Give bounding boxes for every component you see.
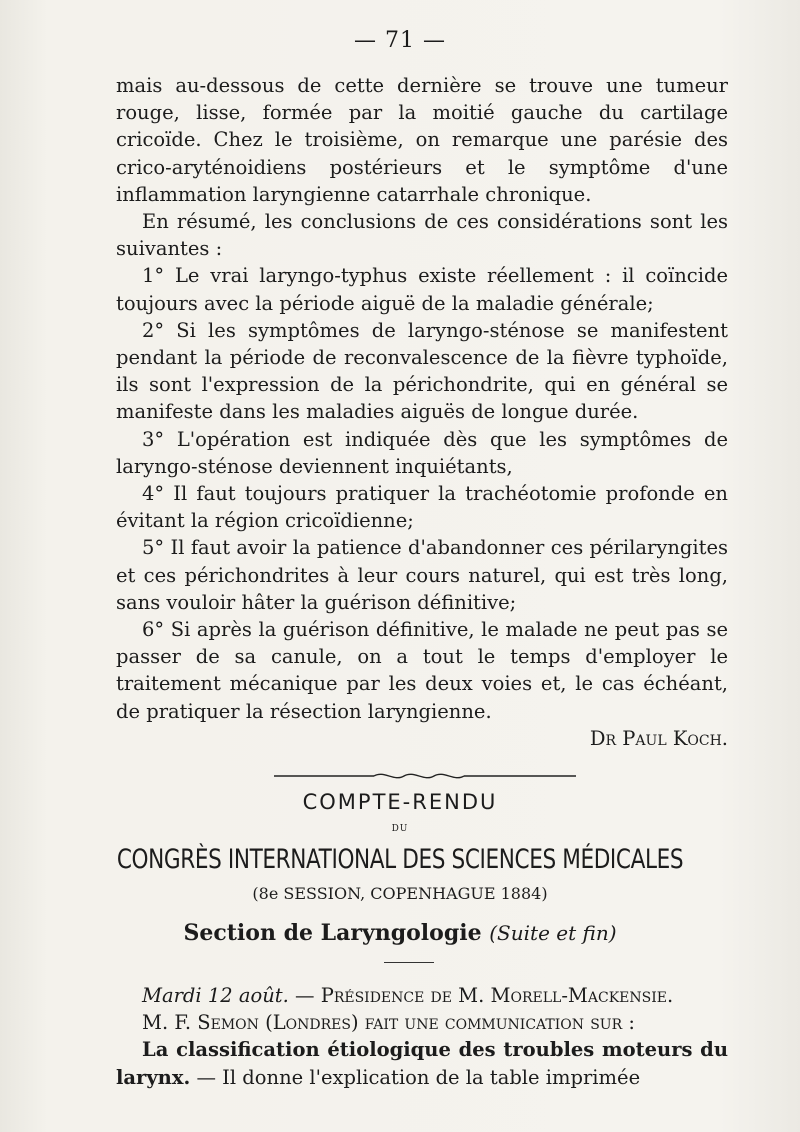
meeting-line	[116, 982, 728, 1009]
conclusion-item: 3° L'opération est indiquée dès que les symptômes de laryngo-sténose deviennent inquiétants,	[116, 427, 728, 478]
conclusion-item: 5° Il faut avoir la patience d'abandonner ces périlaryngites et ces périchondrites à leur cours naturel, qui est très long, sans vouloir hâter la guérison définitive;	[116, 536, 728, 614]
session-info: (8e SESSION, COPENHAGUE 1884)	[252, 884, 548, 903]
meeting-presidence: — Présidence de M. Morell-Mackensie.	[288, 984, 674, 1007]
short-rule	[384, 962, 434, 963]
meeting-text	[116, 982, 728, 1091]
meeting-date: Mardi 12 août.	[142, 984, 289, 1007]
conclusion-item: 2° Si les symptômes de laryngo-sténose se manifestent pendant la période de reconvalescence de la fièvre typhoïde, ils sont l'expression de la périchondrite, qui en général se manifeste dans les maladies aiguës de longue durée.	[116, 318, 728, 424]
communication-rest: — Il donne l'explication de la table imprimée	[190, 1065, 641, 1089]
du-text: du	[391, 820, 409, 835]
page-number: — 71 —	[354, 28, 446, 53]
compte-rendu-heading: COMPTE-RENDU	[302, 790, 498, 814]
conclusion-item: 1° Le vrai laryngo-typhus existe réellement : il coïncide toujours avec la période aiguë de la maladie générale;	[116, 264, 728, 315]
signature: Dr Paul Koch.	[589, 726, 728, 750]
paragraph: En résumé, les conclusions de ces considérations sont les suivantes :	[116, 210, 728, 261]
paragraph: mais au-dessous de cette dernière se trouve une tumeur rouge, lisse, formée par la moitié gauche du cartilage cricoïde. Chez le troisième, on remarque une parésie des crico-aryténoidiens postérieurs et le symptôme d'une inflammation laryngienne catarrhale chronique.	[116, 74, 728, 206]
ornamental-divider	[274, 770, 576, 782]
main-text	[116, 72, 728, 752]
communication-intro: M. F. Semon (Londres) fait une communication sur :	[142, 1011, 635, 1035]
section-name: Section de Laryngologie	[183, 920, 482, 946]
communication-line	[116, 1036, 728, 1090]
conclusion-item: 6° Si après la guérison définitive, le malade ne peut pas se passer de sa canule, on a tout le temps d'employer le traitement mécanique par les deux voies et, le cas échéant, de pratiquer la résection laryngienne.	[116, 618, 728, 723]
congress-title: CONGRÈS INTERNATIONAL DES SCIENCES MÉDICALES	[116, 844, 684, 875]
section-suite: (Suite et fin)	[489, 921, 617, 945]
section-title	[0, 920, 800, 946]
communication-title: La classification étiologique des troubles moteurs du larynx.	[116, 1038, 728, 1089]
conclusion-item: 4° Il faut toujours pratiquer la trachéotomie profonde en évitant la région cricoïdienne;	[116, 482, 728, 533]
